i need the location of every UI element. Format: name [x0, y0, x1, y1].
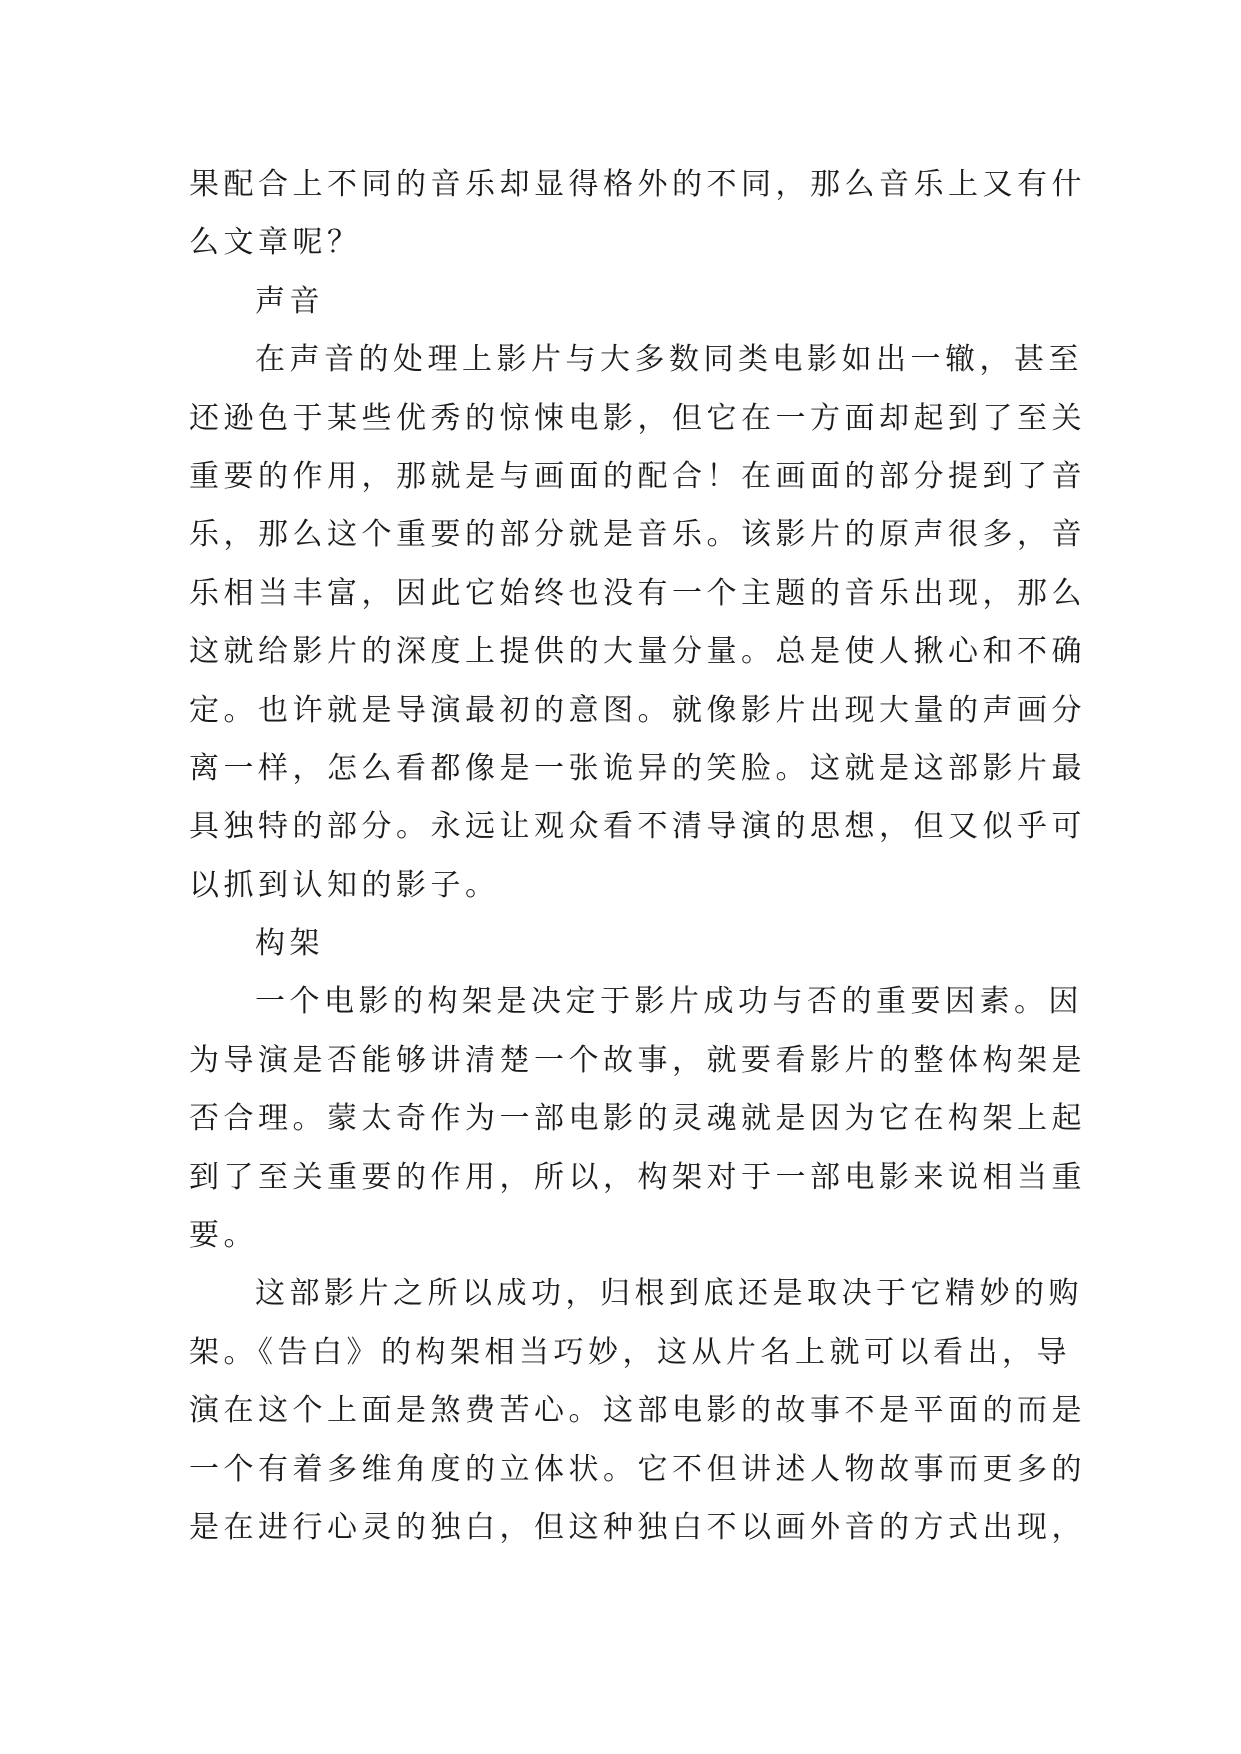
text-line: 到了至关重要的作用，所以，构架对于一部电影来说相当重: [189, 1159, 1086, 1195]
text-line: 是在进行心灵的独白，但这种独白不以画外音的方式出现，: [189, 1509, 1086, 1545]
text-line: 架。《告白》的构架相当巧妙，这从片名上就可以看出，导: [189, 1334, 1071, 1370]
text-line: 还逊色于某些优秀的惊悚电影，但它在一方面却起到了至关: [189, 400, 1086, 436]
heading-text: 构架: [255, 926, 324, 962]
text-line: 以抓到认知的影子。: [189, 867, 500, 903]
paragraph-sound: [189, 331, 1086, 915]
text-line: 否合理。蒙太奇作为一部电影的灵魂就是因为它在构架上起: [189, 1101, 1086, 1137]
text-line: 这就给影片的深度上提供的大量分量。总是使人揪心和不确: [189, 634, 1086, 670]
text-line: 定。也许就是导演最初的意图。就像影片出现大量的声画分: [189, 692, 1086, 728]
text-line: 一个电影的构架是决定于影片成功与否的重要因素。因: [255, 984, 1083, 1020]
text-line: 这部影片之所以成功，归根到底还是取决于它精妙的购: [255, 1276, 1083, 1312]
text-line: 演在这个上面是煞费苦心。这部电影的故事不是平面的而是: [189, 1393, 1086, 1429]
heading-text: 声音: [255, 283, 324, 319]
text-line: 为导演是否能够讲清楚一个故事，就要看影片的整体构架是: [189, 1042, 1086, 1078]
text-line: 离一样，怎么看都像是一张诡异的笑脸。这就是这部影片最: [189, 750, 1086, 786]
text-line: 果配合上不同的音乐却显得格外的不同，那么音乐上又有什: [189, 167, 1086, 202]
text-line: 乐相当丰富，因此它始终也没有一个主题的音乐出现，那么: [189, 575, 1086, 611]
text-line: 一个有着多维角度的立体状。它不但讲述人物故事而更多的: [189, 1451, 1086, 1487]
section-heading-sound: [189, 273, 1069, 331]
text-line: 么文章呢？: [189, 225, 362, 261]
text-line: 乐，那么这个重要的部分就是音乐。该影片的原声很多，音: [189, 517, 1086, 553]
text-line: 在声音的处理上影片与大多数同类电影如出一辙，甚至: [255, 342, 1083, 378]
paragraph-structure-1: [189, 973, 1086, 1265]
text-line: 重要的作用，那就是与画面的配合！在画面的部分提到了音: [189, 458, 1086, 494]
paragraph-structure-2: [189, 1265, 1086, 1557]
text-line: 具独特的部分。永远让观众看不清导演的思想，但又似乎可: [189, 809, 1086, 845]
text-line: 要。: [189, 1218, 258, 1254]
paragraph-continuation: [189, 156, 1086, 273]
section-heading-structure: [189, 915, 1069, 973]
document-body: [189, 156, 1086, 1557]
